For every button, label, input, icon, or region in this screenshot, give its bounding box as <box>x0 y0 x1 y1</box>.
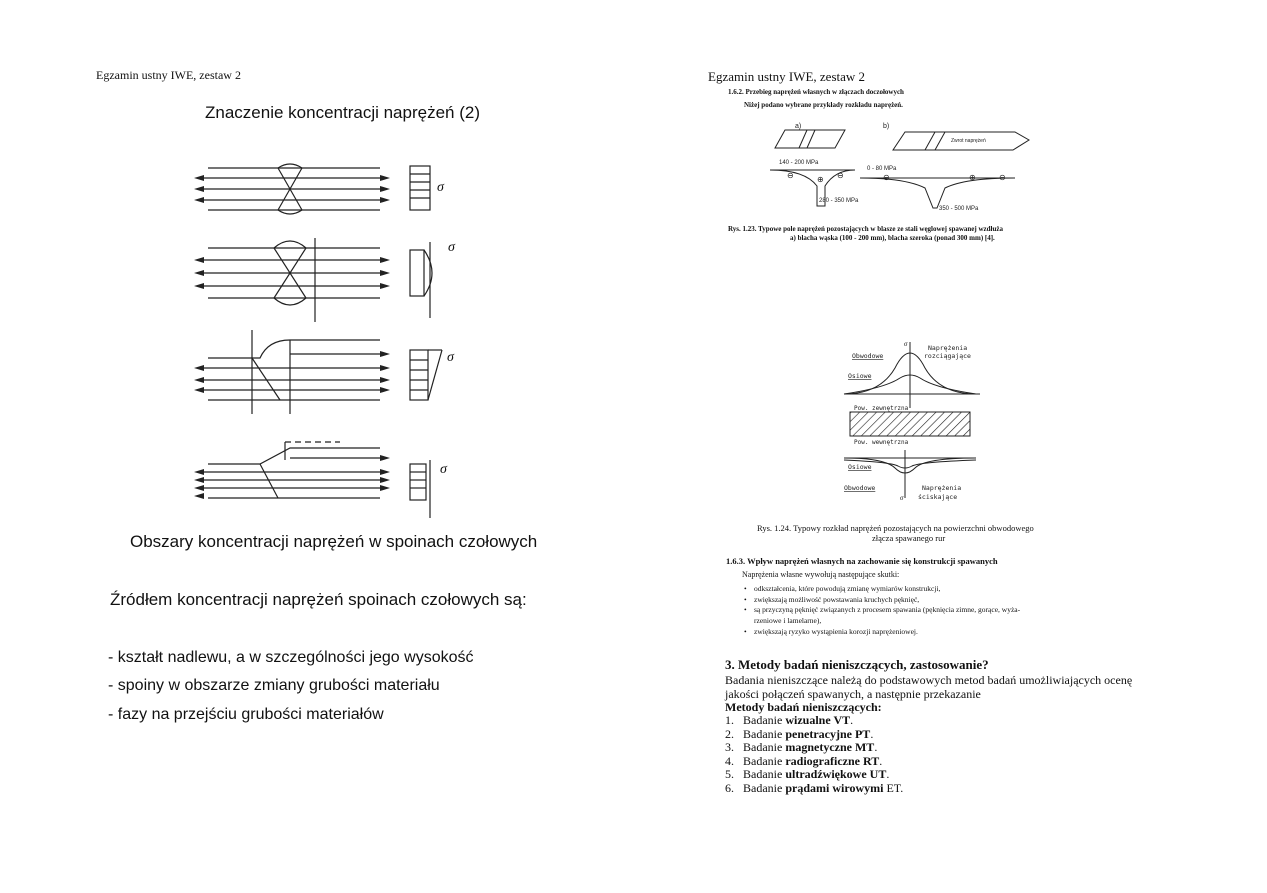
question-3-title: 3. Metody badań nieniszczących, zastosowanie? <box>725 657 989 672</box>
effect-item-3-cont: rzeniowe i lamelarne), <box>754 616 822 625</box>
stress-diagram-4 <box>190 440 460 520</box>
sources-heading: Źródłem koncentracji naprężeń spoinach czołowych są: <box>110 590 527 609</box>
effect-item-4: • zwiększają ryzyko wystąpienia korozji naprężeniowej. <box>744 627 918 638</box>
section-heading: Obszary koncentracji naprężeń w spoinach czołowych <box>130 532 538 551</box>
sigma-label-4: σ <box>440 462 447 477</box>
method-item-3: 3. Badanie magnetyczne MT. <box>725 740 878 755</box>
fig123-range-3: 280 - 350 MPa <box>819 198 859 204</box>
fig123-caption-line2: a) blacha wąska (100 - 200 mm), blacha szeroka (ponad 300 mm) [4]. <box>790 234 995 242</box>
source-item-2: - spoiny w obszarze zmiany grubości materiału <box>108 677 440 694</box>
fig124-sigma-top: σ <box>904 340 908 348</box>
fig123-caption-line1: Rys. 1.23. Typowe pole naprężeń pozostających w blasze ze stali węglowej spawanej wzdłuża <box>728 225 1003 233</box>
method-item-1: 1. Badanie wizualne VT. <box>725 713 854 727</box>
fig124-obwodowe-bottom: Obwodowe <box>844 484 876 492</box>
method-item-2: 2. Badanie penetracyjne PT. <box>725 726 874 741</box>
fig123-plus-1: ⊕ <box>817 175 824 184</box>
methods-list <box>725 713 903 795</box>
fig123-range-4: 350 - 500 MPa <box>939 206 979 212</box>
effect-item-2: • zwiększają możliwość powstawania kruchych pęknięć, <box>744 595 1020 606</box>
fig124-pow-wewn: Pow. wewnętrzna <box>854 439 909 446</box>
sigma-label-2: σ <box>448 240 455 255</box>
fig124-napr-rozc-2: rozciągające <box>924 352 971 360</box>
effects-list-end <box>744 627 918 638</box>
fig123-label-b: b) <box>883 123 890 130</box>
stress-diagram-1 <box>190 160 450 220</box>
fig123-minus-2: ⊖ <box>837 171 844 180</box>
intro-line: Niżej podano wybrane przykłady rozkładu naprężeń. <box>744 101 903 109</box>
fig124-obwodowe-top: Obwodowe <box>852 352 884 360</box>
fig123-zone-label: Zwrot naprężeń <box>951 138 986 144</box>
source-item-3: - fazy na przejściu grubości materiałów <box>108 706 384 723</box>
stress-diagram-3 <box>190 330 460 415</box>
fig123-range-1: 140 - 200 MPa <box>779 160 819 166</box>
fig123-range-2: 0 - 80 MPa <box>867 166 897 172</box>
fig123-plus-2: ⊕ <box>969 173 976 182</box>
fig124-osiowe-bottom: Osiowe <box>848 463 872 471</box>
effects-list <box>744 584 1020 616</box>
left-page-header: Egzamin ustny IWE, zestaw 2 <box>96 68 241 82</box>
fig124-caption-line1: Rys. 1.24. Typowy rozkład naprężeń pozostających na powierzchni obwodowego <box>757 523 1034 533</box>
fig123-minus-1: ⊖ <box>787 171 794 180</box>
method-item-4: 4. Badanie radiograficzne RT. <box>725 753 883 768</box>
subsection-162: 1.6.2. Przebieg naprężeń własnych w złączach doczołowych <box>728 88 904 96</box>
method-item-6: 6. Badanie prądami wirowymi ET. <box>725 780 904 795</box>
subsection-163: 1.6.3. Wpływ naprężeń własnych na zachowanie się konstrukcji spawanych <box>726 556 998 566</box>
source-item-1: - kształt nadlewu, a w szczególności jego wysokość <box>108 649 474 666</box>
q3-body-line1: Badania nieniszczące należą do podstawowych metod badań umożliwiających ocenę <box>725 673 1133 687</box>
fig124-osiowe-top: Osiowe <box>848 372 872 380</box>
fig123-minus-4: ⊖ <box>999 173 1006 182</box>
left-page-title: Znaczenie koncentracji naprężeń (2) <box>205 103 480 122</box>
fig124-caption-line2: złącza spawanego rur <box>872 533 946 543</box>
sigma-label-3: σ <box>447 350 454 365</box>
effect-item-3: • są przyczyną pęknięć związanych z procesem spawania (pęknięcia zimne, gorące, wyża- <box>744 605 1020 616</box>
fig123-label-a: a) <box>795 123 802 130</box>
fig123-minus-3: ⊖ <box>883 173 890 182</box>
fig124-sigma-bottom: σ <box>900 494 904 502</box>
fig124-pow-zewn: Pow. zewnętrzna <box>854 405 909 412</box>
fig124-napr-sc-2: ściskające <box>918 493 958 501</box>
method-item-5: 5. Badanie ultradźwiękowe UT. <box>725 767 890 782</box>
figure-1-23 <box>755 118 1045 218</box>
sigma-label-1: σ <box>437 180 444 195</box>
stress-diagram-2 <box>190 238 460 323</box>
effects-intro: Naprężenia własne wywołują następujące skutki: <box>742 570 900 579</box>
figure-1-24 <box>840 338 1000 508</box>
q3-body-line2: jakości połączeń spawanych, a następnie przekazanie <box>725 687 981 701</box>
effect-item-1: • odkształcenia, które powodują zmianę wymiarów konstrukcji, <box>744 584 1020 595</box>
fig124-napr-sc-1: Naprężenia <box>922 484 962 492</box>
right-page-header: Egzamin ustny IWE, zestaw 2 <box>708 69 866 84</box>
methods-heading: Metody badań nieniszczących: <box>725 700 882 714</box>
fig124-napr-rozc-1: Naprężenia <box>928 344 968 352</box>
